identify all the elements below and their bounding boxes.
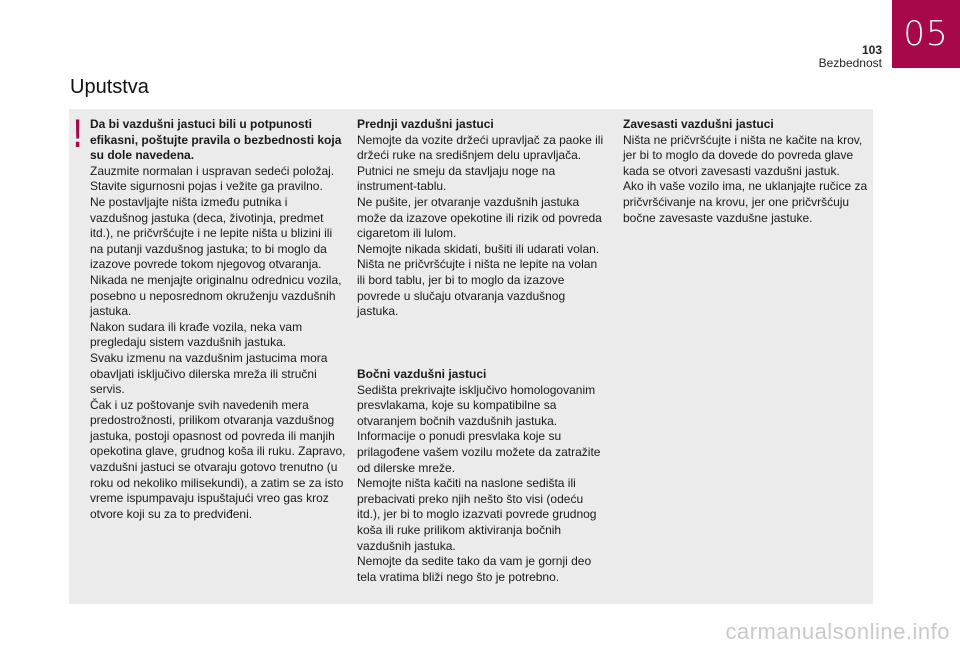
page-title: Uputstva bbox=[70, 76, 149, 98]
front-airbags-heading: Prednji vazdušni jastuci bbox=[357, 117, 494, 131]
watermark: carmanualsonline.info bbox=[725, 619, 950, 644]
warning-intro: Da bi vazdušni jastuci bili u potpunosti efikasni, poštujte pravila o bezbednosti koja su dole navedena. bbox=[90, 117, 342, 163]
right-column bbox=[623, 117, 873, 226]
middle-column bbox=[357, 117, 607, 584]
chapter-tab bbox=[892, 0, 960, 68]
curtain-airbags-heading: Zavesasti vazdušni jastuci bbox=[623, 117, 774, 131]
section-name: Bezbednost bbox=[818, 56, 882, 70]
front-airbags-body: Nemojte da vozite držeći upravljač za paoke ili držeći ruke na središnjem delu upravljača. Putnici ne smeju da stavljaju noge na instrument-tablu. Ne pušite, jer otvaranje vazdušnih jastuka može da izazove opekotine ili rizik od povreda cigaretom ili lulom. Nemojte nikada skidati, bušiti ili udarati volan. Ništa ne pričvršćujte i ništa ne lepite na volan ili bord tablu, jer bi to moglo da izazove povrede u slučaju otvaranja vazdušnog jastuka. bbox=[357, 132, 604, 319]
page-header bbox=[819, 44, 882, 70]
exclamation-icon: ! bbox=[73, 112, 82, 156]
warning-body: Zauzmite normalan i uspravan sedeći položaj. Stavite sigurnosni pojas i vežite ga pravilno. Ne postavljajte ništa između putnika i vazdušnog jastuka (deca, životinja, predmet itd.), ne pričvršćujte i ne lepite ništa u blizini ili na putanji vazdušnog jastuka; to bi moglo da izazove povrede tokom njegovog otvaranja. Nikada ne menjajte originalnu odrednicu vozila, posebno u neposrednom okruženju vazdušnih jastuka. Nakon sudara ili krađe vozila, neka vam pregledaju sistem vazdušnih jastuka. Svaku izmenu na vazdušnim jastucima mora obavljati isključivo dilerska mreža ili stručni servis. Čak i uz poštovanje svih navedenih mera predostrožnosti, prilikom otvaranja vazdušnog jastuka, postoji opasnost od povreda ili manjih opekotina glave, grudnog koša ili ruku. Zapravo, vazdušni jastuci se otvaraju gotovo trenutno (u roku od nekoliko milisekundi), a zatim se za isto vreme ispumpavaju ispuštajući vreo gas kroz otvore koji su za to predviđeni. bbox=[90, 163, 346, 521]
front-airbags-section bbox=[357, 117, 607, 320]
warning-column bbox=[90, 117, 348, 522]
page-number: 103 bbox=[861, 43, 882, 57]
chapter-number: 05 bbox=[903, 14, 949, 54]
curtain-airbags-body: Ništa ne pričvršćujte i ništa ne kačite na krov, jer bi to moglo da dovede do povreda glave kada se otvori zavesasti vazdušni jastuk. Ako ih vaše vozilo ima, ne uklanjajte ručice za pričvršćivanje na krovu, jer one pričvršćuju bočne zavesaste vazdušne jastuke. bbox=[623, 132, 868, 225]
side-airbags-section bbox=[357, 367, 607, 585]
side-airbags-body: Sedišta prekrivajte isključivo homologovanim presvlakama, koje su kompatibilne sa otvaranjem bočnih vazdušnih jastuka. Informacije o ponudi presvlaka koje su prilagođene vašem vozilu možete da zatražite od dilerske mreže. Nemojte ništa kačiti na naslone sedišta ili prebacivati preko njih nešto što visi (odeću itd.), jer bi to moglo izazvati povrede grudnog koša ili ruke prilikom aktiviranja bočnih vazdušnih jastuka. Nemojte da sedite tako da vam je gornji deo tela vratima bliži nego što je potrebno. bbox=[357, 382, 601, 584]
side-airbags-heading: Bočni vazdušni jastuci bbox=[357, 367, 487, 381]
